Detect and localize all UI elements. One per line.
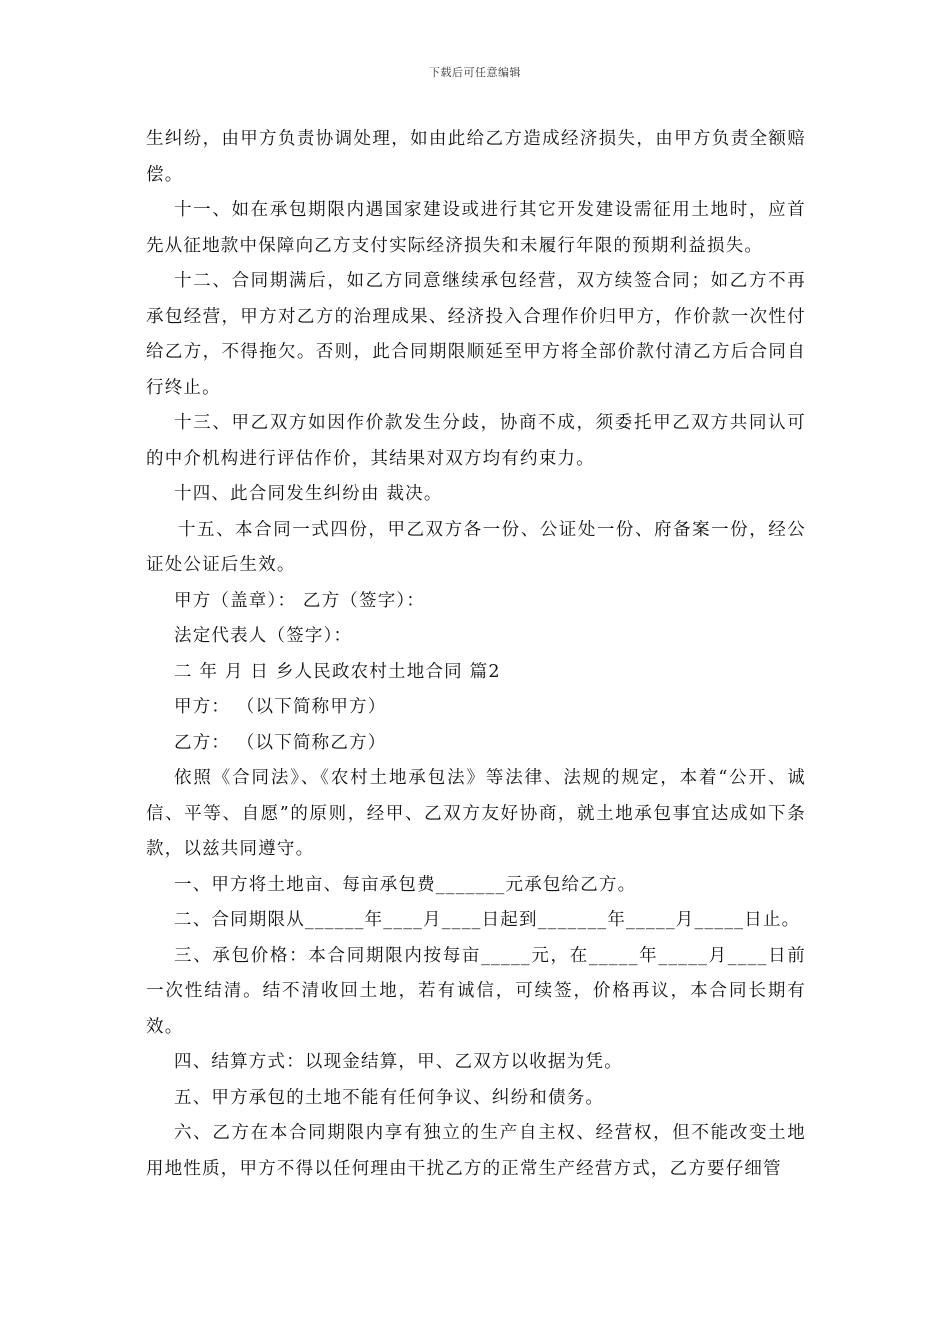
clause-15: 十五、本合同一式四份，甲乙双方各一份、公证处一份、府备案一份，经公证处公证后生效。 [146,519,806,575]
clause-4: 四、结算方式：以现金结算，甲、乙双方以收据为凭。 [174,1052,623,1072]
document-body [146,122,806,1187]
clause-3: 三、承包价格：本合同期限内按每亩_____元，在_____年_____月____日前一次性结清。结不清收回土地，若有诚信，可续签，价格再议，本合同长期有效。 [146,945,806,1037]
clause-11: 十一、如在承包期限内遇国家建设或进行其它开发建设需征用土地时，应首先从征地款中保障向乙方支付实际经济损失和未履行年限的预期利益损失。 [146,200,806,256]
clause-14: 十四、此合同发生纠纷由 裁决。 [174,484,443,504]
clause-6: 六、乙方在本合同期限内享有独立的生产自主权、经营权，但不能改变土地用地性质，甲方不得以任何理由干扰乙方的正常生产经营方式，乙方要仔细管 [146,1123,806,1179]
clause-2: 二、合同期限从______年____月____日起到_______年_____月_____日止。 [174,910,801,930]
paragraph-continuation: 生纠纷，由甲方负责协调处理，如由此给乙方造成经济损失，由甲方负责全额赔偿。 [146,129,806,185]
preamble-paragraph: 依照《合同法》、《农村土地承包法》等法律、法规的规定，本着“公开、诚信、平等、自愿”的原则，经甲、乙双方友好协商，就土地承包事宜达成如下条款，以兹共同遵守。 [146,768,806,859]
party-a-line: 甲方： （以下简称甲方） [174,697,387,717]
date-and-section-title: 二 年 月 日 乡人民政农村土地合同 篇2 [174,661,501,682]
signature-line: 甲方（盖章）： 乙方（签字）： [174,590,426,611]
party-b-line: 乙方： （以下简称乙方） [174,732,387,753]
page-header-note: 下载后可任意编辑 [429,66,521,79]
clause-5: 五、甲方承包的土地不能有任何争议、纠纷和债务。 [174,1087,605,1108]
clause-12: 十二、合同期满后，如乙方同意继续承包经营，双方续签合同；如乙方不再承包经营，甲方对乙方的治理成果、经济投入合理作价归甲方，作价款一次性付给乙方，不得拖欠。否则，此合同期限顺延至甲方将全部价款付清乙方后合同自行终止。 [146,271,806,398]
legal-representative-line: 法定代表人（签字）： [174,626,353,646]
clause-1: 一、甲方将土地亩、每亩承包费_______元承包给乙方。 [174,874,637,895]
clause-13: 十三、甲乙双方如因作价款发生分歧，协商不成，须委托甲乙双方共同认可的中介机构进行评估作价，其结果对双方均有约束力。 [146,413,806,469]
